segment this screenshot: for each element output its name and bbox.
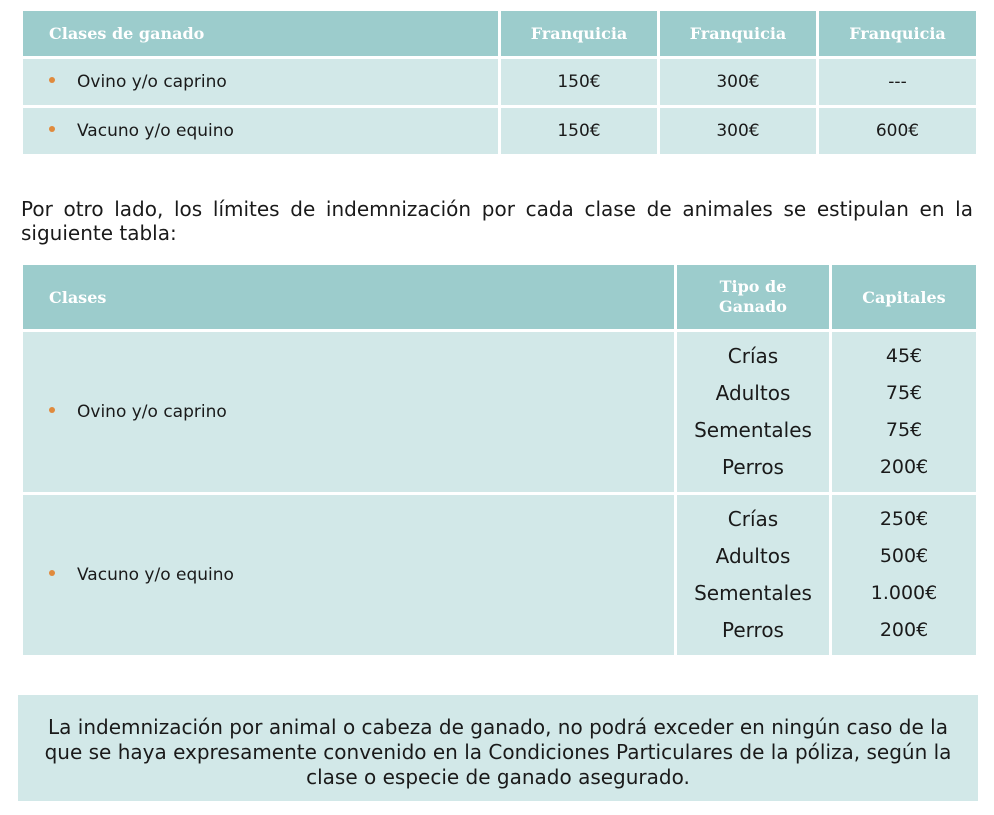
limits-table [20,262,979,658]
franchise-value: 600€ [818,107,978,156]
tipo-item: Perros [722,455,784,479]
intro-paragraph: Por otro lado, los límites de indemnización por cada clase de animales se estipulan en la siguiente tabla: [21,197,973,245]
capital-value: 250€ [879,508,929,530]
class-cell [22,494,676,657]
capital-cell [831,494,978,657]
tipo-item: Perros [722,618,784,642]
column-header-franquicia-2: Franquicia [659,10,818,58]
tipo-item: Sementales [694,418,812,442]
bullet-icon [49,570,55,576]
tipo-cell [676,494,831,657]
column-header-clases: Clases [22,264,676,331]
capital-value: 200€ [879,619,929,641]
column-header-clases: Clases de ganado [22,10,500,58]
franchise-value: 300€ [659,107,818,156]
capital-value: 75€ [885,382,923,404]
column-header-tipo-ganado [676,264,831,331]
table-row [22,107,978,156]
table-header-row [22,10,978,58]
header-line: Ganado [719,297,787,316]
table-row [22,58,978,107]
capital-value: 200€ [879,456,929,478]
franchise-table [20,8,979,157]
capital-value: 45€ [885,345,923,367]
tipo-item: Sementales [694,581,812,605]
capital-value: 75€ [885,419,923,441]
franchise-value: --- [818,58,978,107]
note-box [18,695,978,801]
franchise-value: 150€ [500,58,659,107]
note-text: La indemnización por animal o cabeza de ganado, no podrá exceder en ningún caso de la que se haya expresamente convenido en la Condiciones Particulares de la póliza, según la clase o especie de ganado asegurado. [44,715,952,789]
bullet-icon [49,126,55,132]
class-cell [22,107,500,156]
franchise-value: 150€ [500,107,659,156]
tipo-item: Adultos [715,381,791,405]
franchise-value: 300€ [659,58,818,107]
tipo-item: Crías [727,507,779,531]
tipo-item: Crías [727,344,779,368]
class-cell [22,331,676,494]
table-header-row [22,264,978,331]
class-label: Vacuno y/o equino [77,121,234,141]
bullet-icon [49,407,55,413]
capital-cell [831,331,978,494]
bullet-icon [49,77,55,83]
capital-value: 1.000€ [870,582,938,604]
column-header-franquicia-1: Franquicia [500,10,659,58]
class-label: Vacuno y/o equino [77,565,234,585]
tipo-item: Adultos [715,544,791,568]
class-cell [22,58,500,107]
table-row [22,331,978,494]
table-row [22,494,978,657]
column-header-franquicia-3: Franquicia [818,10,978,58]
class-label: Ovino y/o caprino [77,72,227,92]
column-header-capitales: Capitales [831,264,978,331]
capital-value: 500€ [879,545,929,567]
class-label: Ovino y/o caprino [77,402,227,422]
tipo-cell [676,331,831,494]
header-line: Tipo de [719,277,787,296]
